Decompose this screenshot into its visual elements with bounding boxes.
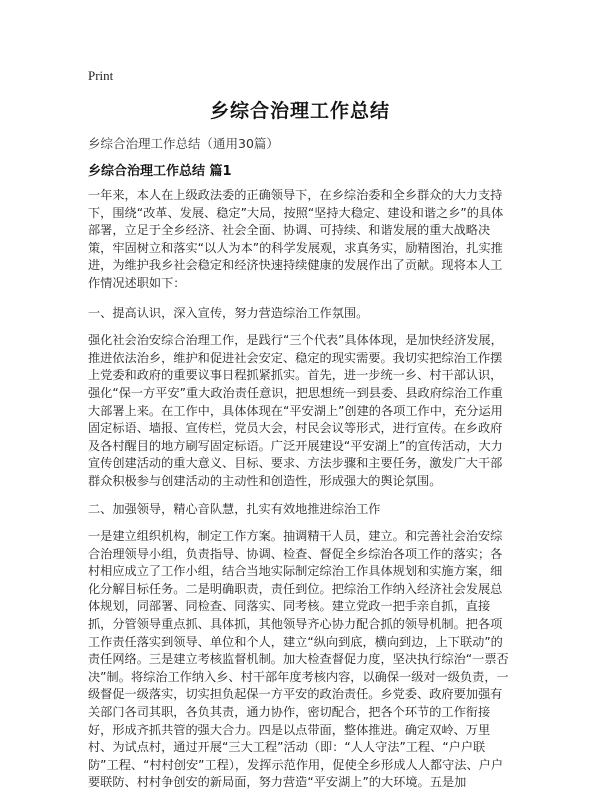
paragraph-one: 强化社会治安综合治理工作，是践行“三个代表”具体体现，是加快经济发展，推进依法治乡，维护和促进社会安定、稳定的现实需要。我切实把综治工作摆上党委和政府的重要议事日程抓紧抓实。首先，进一步统一乡、村干部认识，强化“保一方平安”重大政治责任意识，把思想统一到县委、县政府综治工作重大部署上来。在工作中，具体体现在“平安湖上”创建的各项工作中，充分运用固定标语、墙报、宣传栏，党员大会，村民会议等形式，进行宣传。在乡政府及各村醒目的地方刷写固定标语。广泛开展建设“平安湖上”的宣传活动，大力宣传创建活动的重大意义、目标、要求、方法步骤和主要任务，激发广大干部群众积极参与创建活动的主动性和创造性，形成强大的舆论氛围。 [88,333,503,488]
document-body [88,187,514,802]
paragraph-intro: 一年来，本人在上级政法委的正确领导下，在乡综治委和全乡群众的大力支持下，围绕“改革、发展、稳定”大局，按照“坚持大稳定、建设和谐之乡”的具体部署，立足于全乡经济、社会全面、协调、可持续、和谐发展的重大战略决策，牢固树立和落实“以人为本”的科学发展观，求真务实，励精图治，扎实推进，为维护我乡社会稳定和经济快速持续健康的发展作出了贡献。现将本人工作情况述职如下： [88,188,504,290]
page-title: 乡综合治理工作总结 [209,100,390,122]
paragraph-two: 一是建立组织机构，制定工作方案。抽调精干人员，建立。和完善社会治安综合治理领导小组，负责指导、协调、检查、督促全乡综治各项工作的落实；各村相应成立了工作小组，结合当地实际制定综治工作具体规划和实施方案，细化分解目标任务。二是明确职责，责任到位。把综治工作纳入经济社会发展总体规划，同部署、同检查、同落实、同考核。建立党政一把手亲自抓，直接抓，分管领导重点抓、具体抓，其他领导齐心协力配合抓的领导机制。把各项工作责任落实到领导、单位和个人，建立“纵向到底，横向到边，上下联动”的责任网络。三是建立考核监督机制。加大检查督促力度，坚决执行综治“一票否决”制。将综治工作纳入乡、村干部年度考核内容，以确保一级对一级负责，一级督促一级落实，切实担负起保一方平安的政治责任。乡党委、政府要加强有关部门各司其职，各负其责，通力协作，密切配合，把各个环节的工作衔接好，形成齐抓共管的强大合力。四是以点带面，整体推进。确定双岭、万里村、为试点村，通过开展“三大工程”活动（即：“人人守法”工程、“户户联防”工程、“村村创安”工程），发挥示范作用，促使全乡形成人人都守法、户户要联防、村村争创安的新局面，努力营造“平安湖上”的大环境。五是加 [88,529,509,790]
section-title: 乡综合治理工作总结 篇1 [88,164,232,179]
print-label: Print [88,68,114,83]
document-subtitle: 乡综合治理工作总结（通用30篇） [88,136,279,151]
heading-two: 二、加强领导，精心音队慧，扎实有效地推进综治工作 [88,501,381,516]
heading-one: 一、提高认识，深入宣传，努力营造综治工作氛围。 [88,305,369,320]
